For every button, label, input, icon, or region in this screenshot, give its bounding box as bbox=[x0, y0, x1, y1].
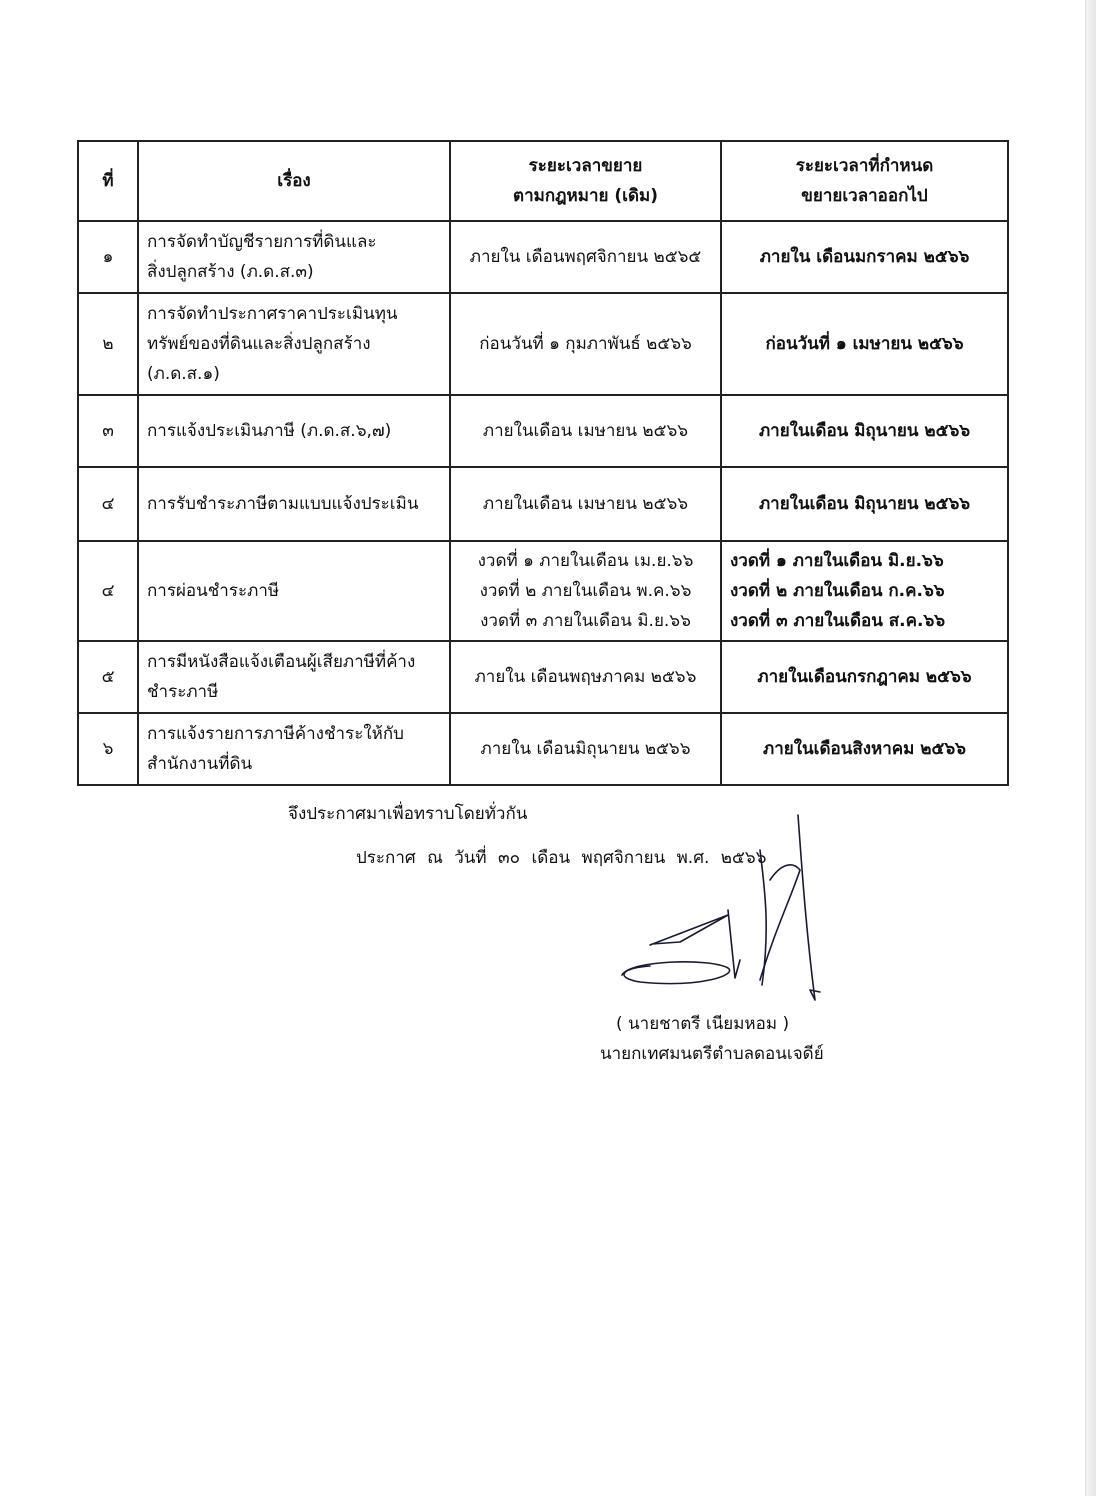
table-row bbox=[78, 541, 1008, 641]
row-old-period bbox=[450, 221, 721, 293]
row-no: ๒ bbox=[78, 293, 138, 395]
row-no: ๔ bbox=[78, 541, 138, 641]
row-subject bbox=[138, 541, 450, 641]
row-new-period bbox=[721, 293, 1008, 395]
table-row bbox=[78, 467, 1008, 541]
new-period-line: ก่อนวันที่ ๑ เมษายน ๒๕๖๖ bbox=[765, 334, 964, 354]
new-period-line: ภายในเดือน มิถุนายน ๒๕๖๖ bbox=[758, 494, 971, 514]
header-old-period-line: ตามกฎหมาย (เดิม) bbox=[513, 186, 658, 206]
row-subject bbox=[138, 713, 450, 785]
subject-line: การแจ้งประเมินภาษี (ภ.ด.ส.๖,๗) bbox=[147, 421, 392, 441]
new-period-line: ภายในเดือนกรกฎาคม ๒๕๖๖ bbox=[757, 667, 972, 687]
table-row bbox=[78, 641, 1008, 713]
old-period-line: งวดที่ ๒ ภายในเดือน พ.ค.๖๖ bbox=[479, 581, 692, 601]
row-old-period bbox=[450, 293, 721, 395]
row-subject bbox=[138, 221, 450, 293]
new-period-line: ภายในเดือน มิถุนายน ๒๕๖๖ bbox=[758, 421, 971, 441]
table-row bbox=[78, 221, 1008, 293]
row-new-period bbox=[721, 467, 1008, 541]
old-period-line: ก่อนวันที่ ๑ กุมภาพันธ์ ๒๕๖๖ bbox=[479, 334, 692, 354]
row-subject bbox=[138, 641, 450, 713]
extension-schedule-table bbox=[77, 140, 1009, 786]
new-period-line: ภายในเดือนสิงหาคม ๒๕๖๖ bbox=[763, 739, 966, 759]
closing-statement: จึงประกาศมาเพื่อทราบโดยทั่วกัน bbox=[288, 804, 528, 824]
row-no: ๕ bbox=[78, 641, 138, 713]
subject-line: (ภ.ด.ส.๑) bbox=[147, 364, 220, 384]
subject-line: การแจ้งรายการภาษีค้างชำระให้กับ bbox=[147, 724, 404, 744]
row-subject bbox=[138, 395, 450, 467]
row-no: ๖ bbox=[78, 713, 138, 785]
subject-line: การจัดทำบัญชีรายการที่ดินและ bbox=[147, 232, 377, 252]
old-period-line: งวดที่ ๓ ภายในเดือน มิ.ย.๖๖ bbox=[480, 611, 691, 631]
old-period-line: ภายในเดือน เมษายน ๒๕๖๖ bbox=[482, 421, 689, 441]
table-row bbox=[78, 713, 1008, 785]
row-subject bbox=[138, 293, 450, 395]
header-new-period-line: ขยายเวลาออกไป bbox=[801, 186, 928, 206]
row-no: ๑ bbox=[78, 221, 138, 293]
new-period-line: งวดที่ ๓ ภายในเดือน ส.ค.๖๖ bbox=[730, 611, 946, 631]
announcement-date: ประกาศ ณ วันที่ ๓๐ เดือน พฤศจิกายน พ.ศ. ๒๕๖๖ bbox=[356, 848, 767, 868]
header-new-period-line: ระยะเวลาที่กำหนด bbox=[795, 156, 934, 176]
table-row bbox=[78, 293, 1008, 395]
new-period-line: งวดที่ ๒ ภายในเดือน ก.ค.๖๖ bbox=[730, 581, 945, 601]
row-new-period bbox=[721, 541, 1008, 641]
subject-line: การจัดทำประกาศราคาประเมินทุน bbox=[147, 304, 398, 324]
signer-title: นายกเทศมนตรีตำบลดอนเจดีย์ bbox=[600, 1044, 824, 1064]
header-old-period-line: ระยะเวลาขยาย bbox=[528, 156, 643, 176]
page-edge bbox=[1085, 0, 1096, 1496]
row-old-period bbox=[450, 713, 721, 785]
table-row bbox=[78, 395, 1008, 467]
old-period-line: ภายใน เดือนพฤษภาคม ๒๕๖๖ bbox=[474, 667, 697, 687]
old-period-line: ภายใน เดือนมิถุนายน ๒๕๖๖ bbox=[480, 739, 691, 759]
row-old-period bbox=[450, 541, 721, 641]
subject-line: การรับชำระภาษีตามแบบแจ้งประเมิน bbox=[147, 494, 419, 514]
subject-line: สิ่งปลูกสร้าง (ภ.ด.ส.๓) bbox=[147, 262, 314, 282]
row-new-period bbox=[721, 713, 1008, 785]
subject-line: การมีหนังสือแจ้งเตือนผู้เสียภาษีที่ค้าง bbox=[147, 652, 416, 672]
old-period-line: งวดที่ ๑ ภายในเดือน เม.ย.๖๖ bbox=[477, 551, 694, 571]
row-new-period bbox=[721, 395, 1008, 467]
row-no: ๔ bbox=[78, 467, 138, 541]
row-old-period bbox=[450, 467, 721, 541]
header-old-period bbox=[450, 141, 721, 221]
old-period-line: ภายใน เดือนพฤศจิกายน ๒๕๖๕ bbox=[469, 247, 702, 267]
signer-name: ( นายชาตรี เนียมหอม ) bbox=[616, 1014, 790, 1034]
handwritten-signature bbox=[610, 810, 840, 1010]
row-no: ๓ bbox=[78, 395, 138, 467]
old-period-line: ภายในเดือน เมษายน ๒๕๖๖ bbox=[482, 494, 689, 514]
table-header-row bbox=[78, 141, 1008, 221]
new-period-line: ภายใน เดือนมกราคม ๒๕๖๖ bbox=[759, 247, 970, 267]
subject-line: สำนักงานที่ดิน bbox=[147, 754, 253, 774]
row-new-period bbox=[721, 641, 1008, 713]
row-old-period bbox=[450, 641, 721, 713]
header-no: ที่ bbox=[78, 141, 138, 221]
new-period-line: งวดที่ ๑ ภายในเดือน มิ.ย.๖๖ bbox=[730, 551, 944, 571]
subject-line: ชำระภาษี bbox=[147, 682, 219, 702]
row-old-period bbox=[450, 395, 721, 467]
row-new-period bbox=[721, 221, 1008, 293]
subject-line: ทรัพย์ของที่ดินและสิ่งปลูกสร้าง bbox=[147, 334, 371, 354]
header-new-period bbox=[721, 141, 1008, 221]
row-subject bbox=[138, 467, 450, 541]
header-subject: เรื่อง bbox=[138, 141, 450, 221]
subject-line: การผ่อนชำระภาษี bbox=[147, 581, 280, 601]
